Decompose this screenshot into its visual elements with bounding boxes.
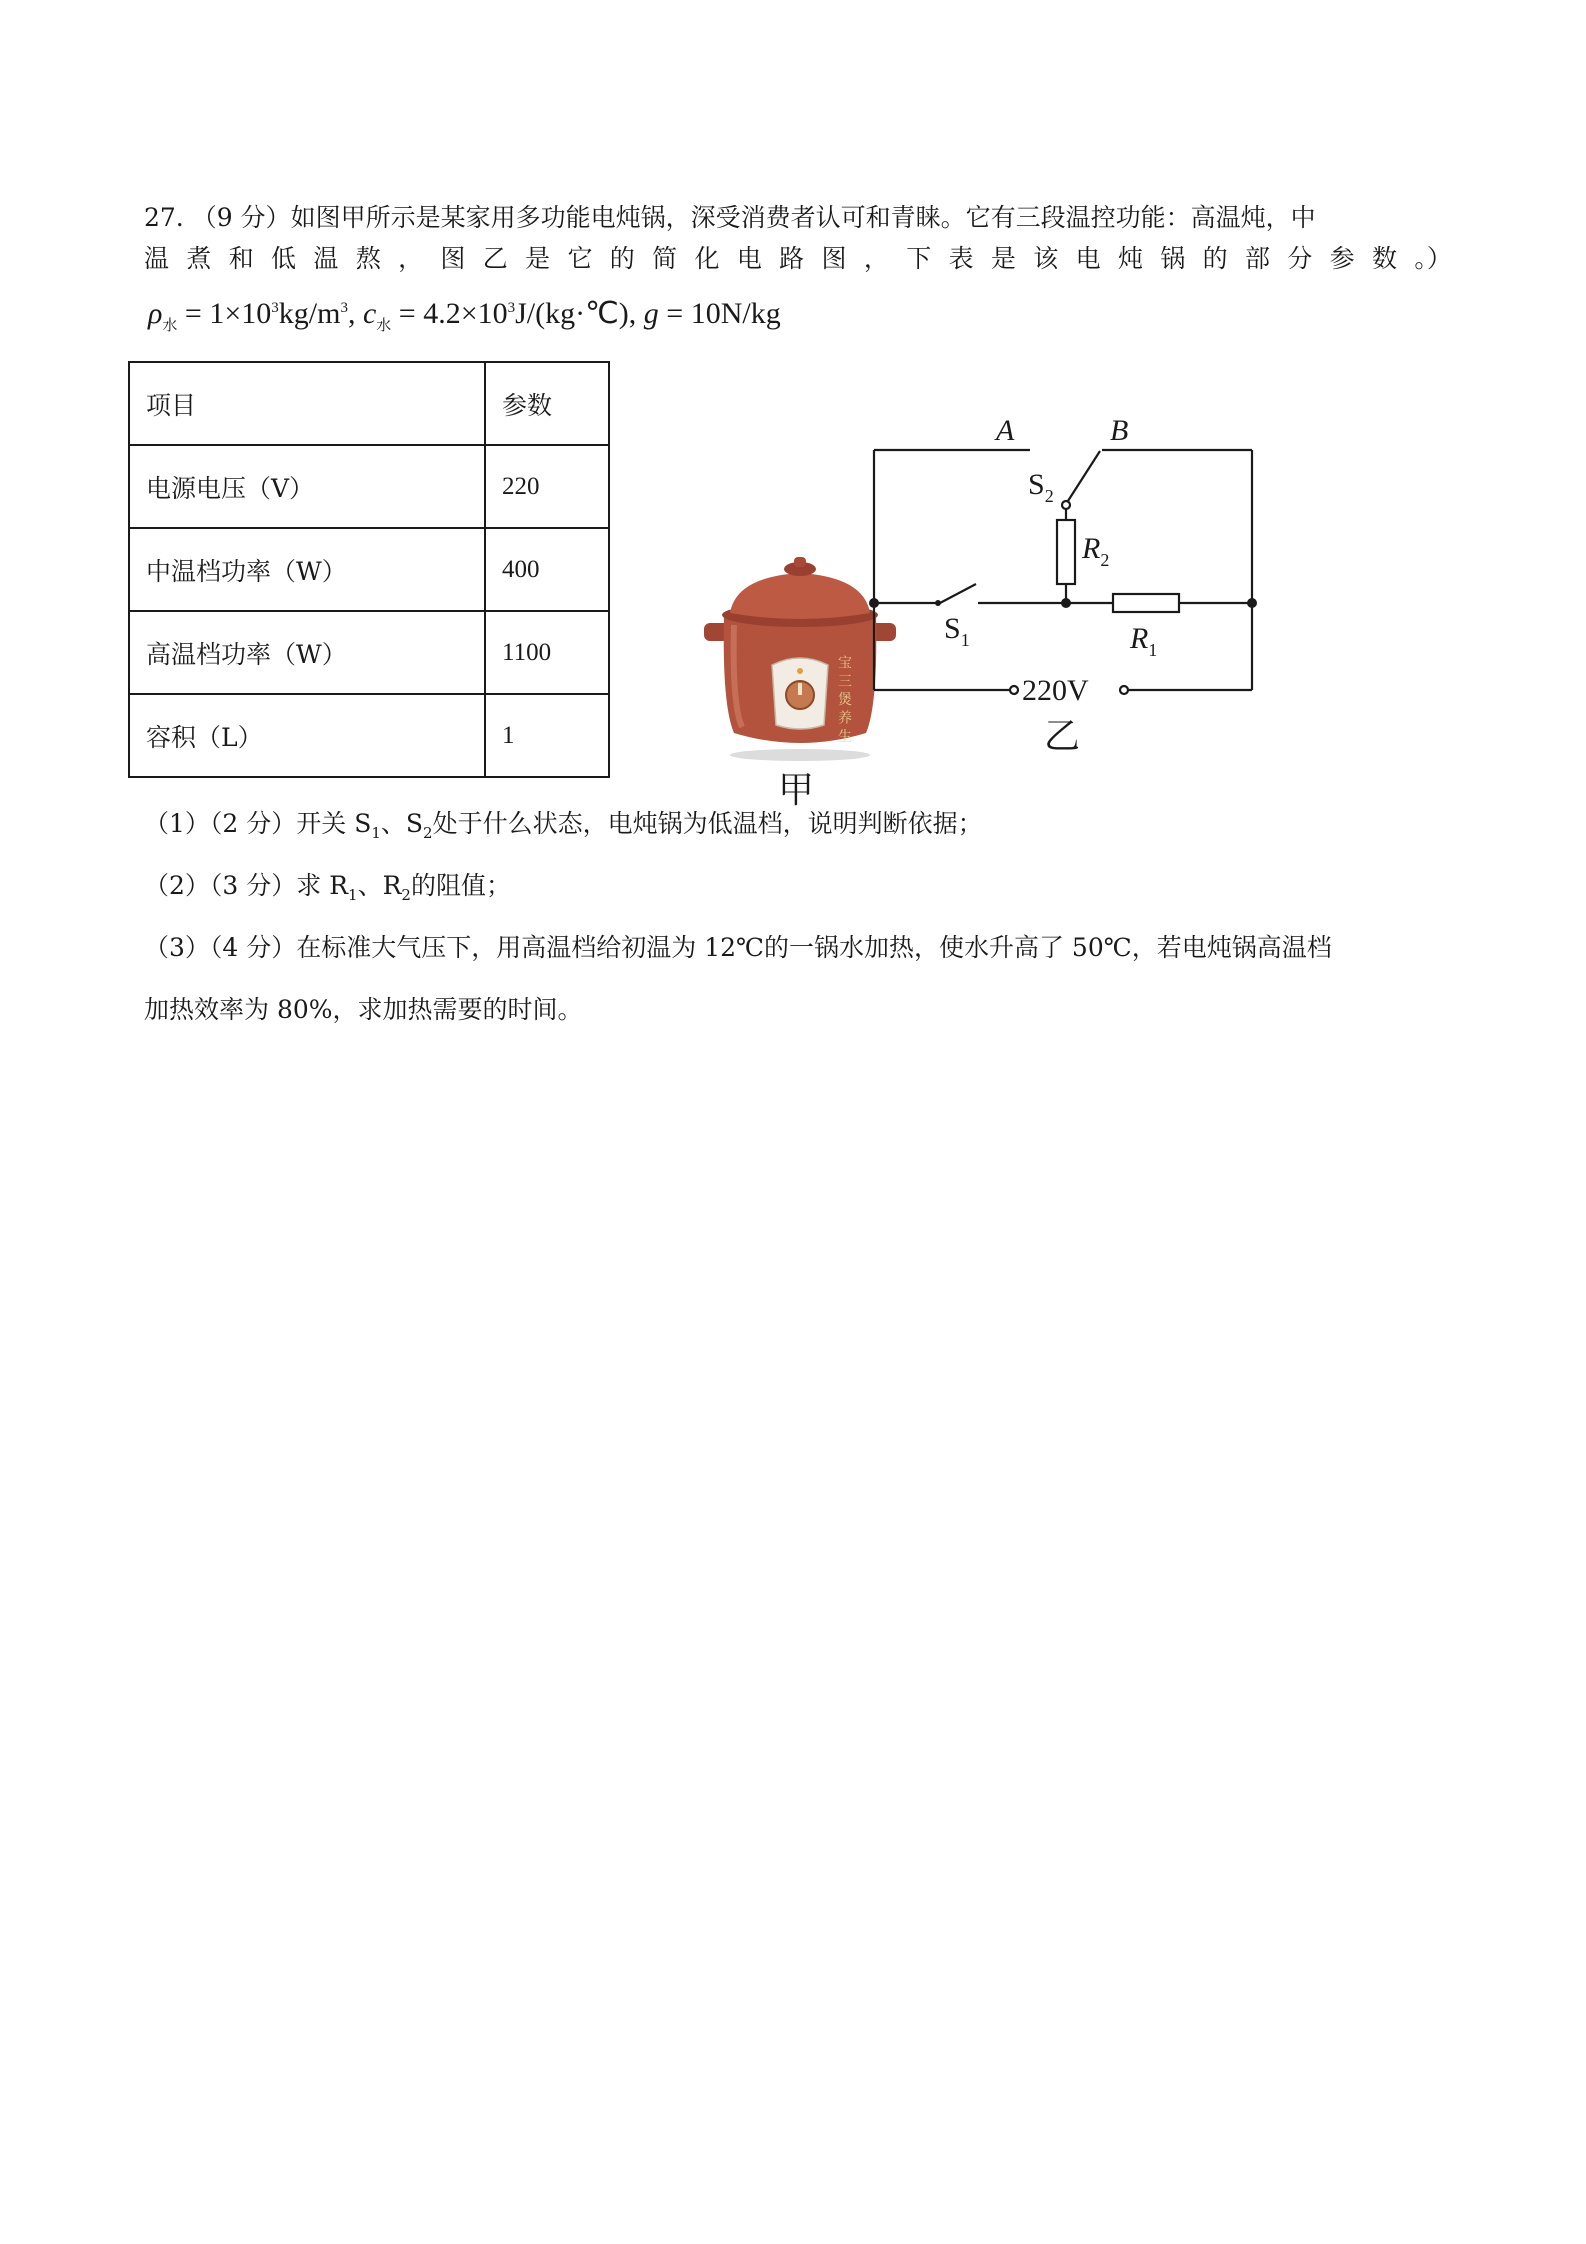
intro-line2-char: 锅: [1160, 244, 1186, 273]
intro-line2-char: 炖: [1117, 244, 1143, 273]
intro-line2-char: 部: [1244, 244, 1270, 273]
label-s1: [944, 612, 970, 650]
rho-exp: 3: [271, 300, 279, 316]
intro-line2-char: 低: [271, 244, 297, 273]
sub-question-3-line1: （3）（4 分）在标准大气压下，用高温档给初温为 12℃的一锅水加热，使水升高了 50℃，若电炖锅高温档: [144, 933, 1332, 962]
q2-mid: 、R: [357, 871, 402, 900]
label-s2-sub: 2: [1044, 486, 1054, 506]
label-s1-sub: 1: [960, 630, 970, 650]
intro-line2-char: 温: [313, 244, 339, 273]
cooker-dial-pointer: [798, 683, 802, 695]
q1-rest: 处于什么状态，电炖锅为低温档，说明判断依据；: [432, 809, 983, 838]
intro-line2-char: 数: [1371, 244, 1397, 273]
table-row: [129, 694, 609, 777]
intro-line2-char: 简: [652, 244, 678, 273]
cooker-shadow: [730, 749, 870, 761]
table-cell-label: 电源电压（V）: [129, 445, 485, 528]
q1-prefix: （1）（2 分）开关 S: [144, 809, 372, 838]
label-r2: [1081, 532, 1109, 570]
label-r1-main: R: [1130, 622, 1149, 655]
switch-s2-blade: [1066, 451, 1100, 504]
intro-line2-char: 。）: [1414, 244, 1452, 273]
q1-s1-sub: 1: [371, 824, 381, 842]
label-s2-main: S: [1028, 468, 1045, 501]
figure-label-jia: 甲: [778, 770, 815, 811]
intro-line2-char: ，: [863, 244, 889, 273]
cooker-indicator-light: [797, 668, 803, 674]
intro-line2-char: 图: [821, 244, 847, 273]
label-voltage: 220V: [1022, 674, 1089, 707]
junction-left: [869, 598, 879, 608]
label-s1-main: S: [944, 612, 961, 645]
label-s2: [1028, 468, 1054, 506]
c-unit: J/(kg·℃),: [515, 297, 644, 330]
c-exp: 3: [507, 300, 516, 316]
intro-line2-char: 的: [609, 244, 635, 273]
q2-r1-sub: 1: [348, 886, 358, 904]
constants-formula: [148, 296, 781, 335]
junction-right: [1247, 598, 1257, 608]
label-a: A: [996, 414, 1015, 447]
intro-line2-char: 煮: [186, 244, 212, 273]
intro-line2-char: ，: [398, 244, 424, 273]
table-cell-value: 220: [485, 445, 609, 528]
table-row: [129, 528, 609, 611]
intro-line2-char: 参: [1329, 244, 1355, 273]
q2-rest: 的阻值；: [410, 871, 511, 900]
cooker-knob-top: [794, 557, 806, 567]
intro-line2-char: 电: [736, 244, 762, 273]
terminal-left: [1010, 686, 1018, 694]
rho-sub: 水: [162, 318, 178, 334]
table-cell-label: 项目: [129, 362, 485, 445]
resistor-r1: [1113, 594, 1179, 612]
table-row: [129, 611, 609, 694]
junction-middle: [1061, 598, 1071, 608]
intro-line2-char: 分: [1287, 244, 1313, 273]
table-cell-label: 中温档功率（W）: [129, 528, 485, 611]
switch-s2-contact: [1062, 501, 1070, 509]
c-sub: 水: [376, 318, 392, 334]
table-cell-label: 容积（L）: [129, 694, 485, 777]
table-cell-value: 1100: [485, 611, 609, 694]
intro-line2-char: 该: [1033, 244, 1059, 273]
label-r2-sub: 2: [1100, 550, 1110, 570]
q2-prefix: （2）（3 分）求 R: [144, 871, 349, 900]
terminal-right: [1120, 686, 1128, 694]
intro-line2-char: 它: [567, 244, 593, 273]
switch-s1-blade: [940, 584, 976, 603]
g-value: = 10N/kg: [658, 297, 781, 330]
parameter-table: [128, 361, 610, 778]
intro-line2-char: 下: [906, 244, 932, 273]
table-row: [129, 445, 609, 528]
intro-line2-char: 化: [694, 244, 720, 273]
sub-question-1: [144, 804, 983, 842]
question-intro-line2: [144, 239, 1452, 275]
intro-line2-char: 路: [779, 244, 805, 273]
intro-line2-char: 是: [525, 244, 551, 273]
cooker-lid: [730, 573, 870, 619]
switch-s1-pivot: [935, 600, 941, 606]
label-r1: [1129, 622, 1157, 660]
sub-question-2: [144, 866, 511, 904]
figure-label-yi: 乙: [1044, 716, 1081, 757]
rho-symbol: ρ: [148, 297, 163, 330]
rho-value: = 1×10: [177, 297, 272, 330]
rho-unit: kg/m: [278, 297, 341, 330]
intro-line2-char: 是: [990, 244, 1016, 273]
sub-question-3-line2: 加热效率为 80%，求加热需要的时间。: [144, 995, 583, 1024]
intro-line2-char: 表: [948, 244, 974, 273]
table-cell-label: 高温档功率（W）: [129, 611, 485, 694]
intro-line2-char: 电: [1075, 244, 1101, 273]
table-cell-value: 1: [485, 694, 609, 777]
label-r1-sub: 1: [1148, 640, 1158, 660]
table-row: [129, 362, 609, 445]
label-b: B: [1110, 414, 1129, 447]
intro-line2-char: 图: [440, 244, 466, 273]
c-symbol: c: [362, 297, 377, 330]
intro-line2-char: 乙: [482, 244, 508, 273]
q2-r2-sub: 2: [401, 886, 411, 904]
label-r2-main: R: [1082, 532, 1101, 565]
g-symbol: g: [643, 297, 659, 330]
intro-line2-char: 温: [144, 244, 170, 273]
q1-mid: 、S: [380, 809, 424, 838]
intro-line2-char: 熬: [355, 244, 381, 273]
rho-unit-exp: 3: [340, 300, 348, 316]
table-cell-value: 400: [485, 528, 609, 611]
intro-line2-char: 的: [1202, 244, 1228, 273]
question-intro-text: 如图甲所示是某家用多功能电炖锅，深受消费者认可和青睐。它有三段温控功能：高温炖，中: [290, 203, 1316, 232]
table-cell-value: 参数: [485, 362, 609, 445]
formula-sep: ,: [347, 297, 363, 330]
question-intro-line1: [144, 198, 1316, 234]
q1-s2-sub: 2: [423, 824, 433, 842]
intro-line2-char: 和: [228, 244, 254, 273]
resistor-r2: [1057, 520, 1075, 584]
question-number: 27. （9 分）: [144, 203, 291, 232]
cooker-decor-text: 宝 三 煲 养 生: [836, 655, 852, 743]
c-value: = 4.2×10: [391, 297, 508, 330]
